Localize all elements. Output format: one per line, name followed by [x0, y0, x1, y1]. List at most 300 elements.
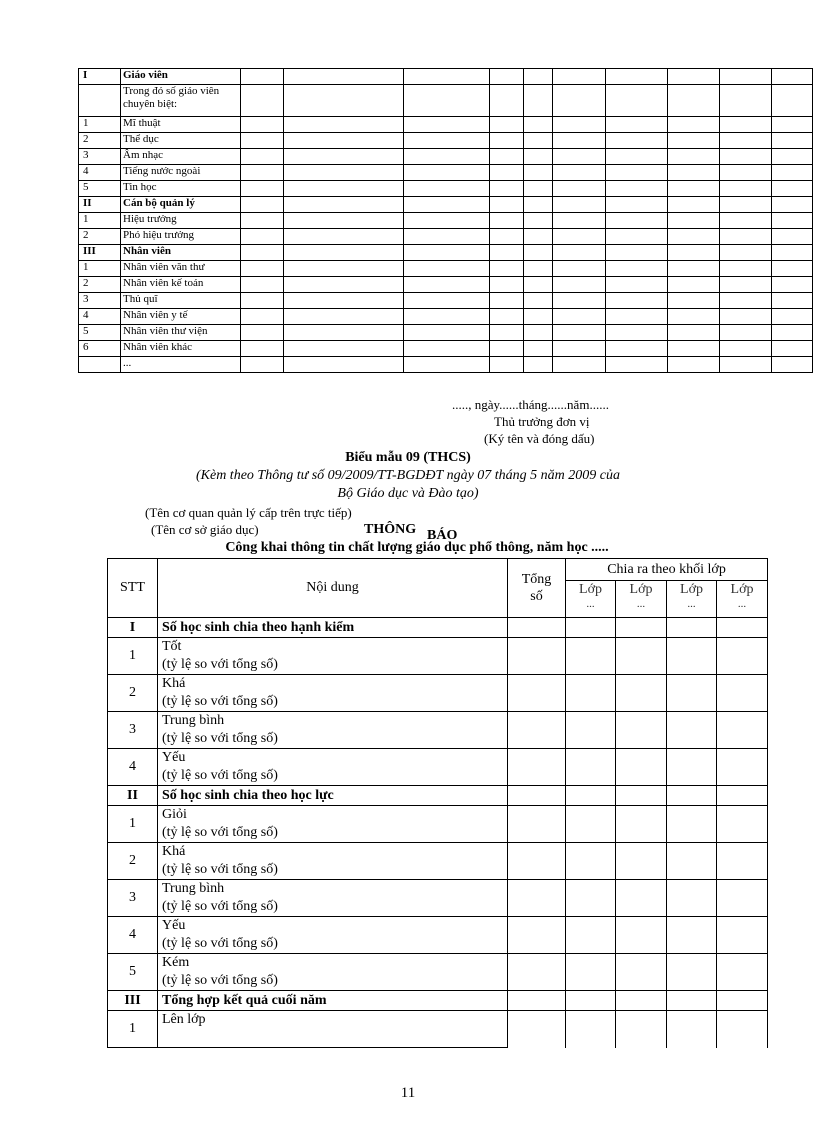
- staff-cell: [720, 341, 772, 357]
- value-cell: [717, 843, 768, 880]
- staff-cell: [524, 133, 553, 149]
- staff-cell: [404, 357, 490, 373]
- staff-row-label: Nhân viên: [121, 245, 241, 261]
- staff-cell: [668, 293, 720, 309]
- item-label-cell: [158, 843, 508, 880]
- item-label-cell: [158, 806, 508, 843]
- staff-cell: [490, 133, 524, 149]
- staff-row: [79, 165, 813, 181]
- value-cell: [667, 1011, 717, 1048]
- page-number: 11: [400, 1085, 416, 1101]
- staff-cell: [404, 293, 490, 309]
- staff-cell: [553, 197, 606, 213]
- staff-cell: [284, 165, 404, 181]
- staff-row: [79, 357, 813, 373]
- staff-cell: [284, 341, 404, 357]
- value-cell: [616, 749, 667, 786]
- staff-row: [79, 309, 813, 325]
- item-ratio-note: (tỷ lệ so với tổng số): [162, 825, 278, 840]
- value-cell: [508, 991, 566, 1011]
- staff-cell: [772, 69, 813, 85]
- staff-cell: [720, 245, 772, 261]
- staff-cell: [720, 213, 772, 229]
- staff-row-number: 2: [79, 229, 121, 245]
- staff-cell: [553, 149, 606, 165]
- staff-cell: [720, 357, 772, 373]
- item-label: Tốt: [162, 639, 182, 654]
- value-cell: [667, 843, 717, 880]
- notice-word-2: BÁO: [427, 528, 458, 543]
- item-label: Lên lớp: [162, 1012, 206, 1027]
- staff-cell: [241, 261, 284, 277]
- staff-cell: [772, 277, 813, 293]
- staff-cell: [668, 277, 720, 293]
- staff-cell: [606, 309, 668, 325]
- staff-row-label: Tiếng nước ngoài: [121, 165, 241, 181]
- staff-cell: [404, 85, 490, 117]
- staff-cell: [490, 213, 524, 229]
- staff-cell: [284, 133, 404, 149]
- item-label: Giỏi: [162, 807, 187, 822]
- header-total-line1: Tổng: [521, 572, 552, 587]
- staff-cell: [524, 357, 553, 373]
- staff-row-label: Hiệu trưởng: [121, 213, 241, 229]
- section-title: Số học sinh chia theo hạnh kiểm: [158, 618, 508, 638]
- staff-cell: [720, 165, 772, 181]
- parent-agency-label: (Tên cơ quan quản lý cấp trên trực tiếp): [145, 505, 352, 520]
- value-cell: [667, 638, 717, 675]
- staff-cell: [404, 213, 490, 229]
- staff-cell: [772, 133, 813, 149]
- staff-cell: [524, 69, 553, 85]
- item-ratio-note: (tỷ lệ so với tổng số): [162, 731, 278, 746]
- staff-row-number: 4: [79, 309, 121, 325]
- staff-cell: [490, 341, 524, 357]
- staff-cell: [241, 341, 284, 357]
- staff-row-number: [79, 357, 121, 373]
- staff-row-label: Nhân viên thư viện: [121, 325, 241, 341]
- item-number: 1: [108, 1011, 158, 1048]
- staff-cell: [241, 181, 284, 197]
- staff-cell: [524, 229, 553, 245]
- value-cell: [717, 806, 768, 843]
- section-row: [108, 786, 768, 806]
- staff-cell: [606, 133, 668, 149]
- staff-cell: [606, 229, 668, 245]
- form-subtitle-line1: (Kèm theo Thông tư số 09/2009/TT-BGDĐT ngày 07 tháng 5 năm 2009 của: [195, 468, 620, 483]
- staff-cell: [524, 245, 553, 261]
- staff-cell: [606, 69, 668, 85]
- item-label: Khá: [162, 676, 186, 691]
- item-row: [108, 712, 768, 749]
- value-cell: [717, 712, 768, 749]
- staff-cell: [284, 149, 404, 165]
- staff-cell: [668, 309, 720, 325]
- staff-row-label: ...: [121, 357, 241, 373]
- staff-cell: [241, 325, 284, 341]
- staff-cell: [668, 85, 720, 117]
- form-title: Biểu mẫu 09 (THCS): [345, 450, 471, 465]
- section-number: I: [108, 618, 158, 638]
- item-row: [108, 880, 768, 917]
- item-label-cell: [158, 917, 508, 954]
- staff-cell: [241, 277, 284, 293]
- staff-cell: [284, 69, 404, 85]
- staff-row: [79, 133, 813, 149]
- staff-cell: [524, 149, 553, 165]
- staff-cell: [524, 309, 553, 325]
- staff-cell: [241, 117, 284, 133]
- staff-row: [79, 277, 813, 293]
- staff-cell: [772, 117, 813, 133]
- value-cell: [616, 675, 667, 712]
- staff-cell: [241, 309, 284, 325]
- staff-cell: [241, 245, 284, 261]
- staff-cell: [241, 165, 284, 181]
- staff-cell: [404, 149, 490, 165]
- staff-row-number: 6: [79, 341, 121, 357]
- item-number: 1: [108, 638, 158, 675]
- staff-cell: [720, 181, 772, 197]
- item-label: Kém: [162, 955, 190, 970]
- staff-row-label: Nhân viên khác: [121, 341, 241, 357]
- item-row: [108, 1011, 768, 1048]
- staff-cell: [284, 277, 404, 293]
- staff-row: [79, 341, 813, 357]
- staff-row: [79, 149, 813, 165]
- staff-row: [79, 293, 813, 309]
- section-number: II: [108, 786, 158, 806]
- staff-cell: [720, 85, 772, 117]
- staff-cell: [490, 181, 524, 197]
- item-row: [108, 954, 768, 991]
- value-cell: [616, 786, 667, 806]
- header-total-line2: số: [530, 589, 543, 604]
- item-ratio-note: (tỷ lệ so với tổng số): [162, 973, 278, 988]
- staff-row-label: Thủ quĩ: [121, 293, 241, 309]
- item-ratio-note: (tỷ lệ so với tổng số): [162, 862, 278, 877]
- staff-row-label: Tin học: [121, 181, 241, 197]
- staff-cell: [668, 341, 720, 357]
- staff-row-label: Trong đó số giáo viên chuyên biệt:: [121, 85, 241, 117]
- value-cell: [667, 712, 717, 749]
- item-number: 5: [108, 954, 158, 991]
- staff-cell: [772, 325, 813, 341]
- value-cell: [717, 991, 768, 1011]
- staff-cell: [606, 117, 668, 133]
- staff-cell: [404, 261, 490, 277]
- staff-cell: [284, 325, 404, 341]
- staff-row-label: Nhân viên kế toán: [121, 277, 241, 293]
- staff-cell: [241, 357, 284, 373]
- header-grade: Lớp ...: [717, 581, 768, 618]
- staff-cell: [490, 325, 524, 341]
- staff-row-number: [79, 85, 121, 117]
- staff-cell: [404, 69, 490, 85]
- staff-cell: [606, 293, 668, 309]
- staff-row-number: I: [79, 69, 121, 85]
- value-cell: [667, 954, 717, 991]
- staff-cell: [241, 133, 284, 149]
- staff-cell: [241, 229, 284, 245]
- staff-row-number: 3: [79, 149, 121, 165]
- staff-cell: [490, 85, 524, 117]
- value-cell: [717, 618, 768, 638]
- item-label: Yếu: [162, 750, 186, 765]
- signature-date-line: ....., ngày......tháng......năm......: [452, 397, 609, 412]
- staff-cell: [553, 85, 606, 117]
- value-cell: [566, 749, 616, 786]
- item-row: [108, 917, 768, 954]
- staff-cell: [553, 229, 606, 245]
- staff-cell: [606, 165, 668, 181]
- staff-cell: [720, 309, 772, 325]
- staff-cell: [284, 309, 404, 325]
- value-cell: [717, 675, 768, 712]
- staff-cell: [241, 85, 284, 117]
- value-cell: [717, 880, 768, 917]
- value-cell: [667, 786, 717, 806]
- header-grade: Lớp ...: [616, 581, 667, 618]
- item-label: Trung bình: [162, 713, 225, 728]
- staff-cell: [720, 277, 772, 293]
- report-heading: Công khai thông tin chất lượng giáo dục phổ thông, năm học .....: [225, 540, 609, 555]
- item-ratio-note: (tỷ lệ so với tổng số): [162, 657, 278, 672]
- item-number: 4: [108, 917, 158, 954]
- staff-row-number: 1: [79, 117, 121, 133]
- staff-cell: [720, 229, 772, 245]
- value-cell: [616, 638, 667, 675]
- value-cell: [717, 1011, 768, 1048]
- staff-cell: [720, 149, 772, 165]
- staff-cell: [668, 165, 720, 181]
- staff-cell: [490, 245, 524, 261]
- value-cell: [616, 991, 667, 1011]
- staff-row-number: 1: [79, 261, 121, 277]
- staff-cell: [524, 261, 553, 277]
- staff-cell: [553, 309, 606, 325]
- value-cell: [566, 1011, 616, 1048]
- value-cell: [566, 843, 616, 880]
- staff-row-number: 4: [79, 165, 121, 181]
- staff-cell: [606, 341, 668, 357]
- value-cell: [717, 749, 768, 786]
- header-breakdown: Chia ra theo khối lớp: [566, 559, 768, 581]
- staff-cell: [720, 325, 772, 341]
- header-content: Nội dung: [158, 559, 508, 618]
- staff-cell: [284, 181, 404, 197]
- value-cell: [508, 712, 566, 749]
- staff-cell: [524, 181, 553, 197]
- staff-cell: [668, 133, 720, 149]
- staff-cell: [404, 117, 490, 133]
- staff-cell: [772, 245, 813, 261]
- staff-cell: [284, 85, 404, 117]
- staff-row: [79, 117, 813, 133]
- staff-cell: [490, 261, 524, 277]
- staff-cell: [553, 69, 606, 85]
- staff-cell: [772, 85, 813, 117]
- staff-cell: [553, 341, 606, 357]
- staff-cell: [668, 229, 720, 245]
- staff-cell: [553, 181, 606, 197]
- staff-cell: [284, 261, 404, 277]
- staff-cell: [668, 117, 720, 133]
- value-cell: [508, 954, 566, 991]
- value-cell: [566, 638, 616, 675]
- staff-row-number: 3: [79, 293, 121, 309]
- staff-cell: [772, 181, 813, 197]
- staff-cell: [524, 293, 553, 309]
- staff-cell: [241, 293, 284, 309]
- form-subtitle-line2: Bộ Giáo dục và Đào tạo): [337, 486, 479, 501]
- value-cell: [566, 991, 616, 1011]
- staff-row-label: Phó hiệu trưởng: [121, 229, 241, 245]
- staff-cell: [404, 309, 490, 325]
- item-row: [108, 843, 768, 880]
- staff-row: [79, 213, 813, 229]
- staff-row-label: Âm nhạc: [121, 149, 241, 165]
- staff-cell: [668, 197, 720, 213]
- staff-cell: [524, 85, 553, 117]
- value-cell: [616, 712, 667, 749]
- staff-cell: [720, 197, 772, 213]
- staff-cell: [524, 117, 553, 133]
- staff-cell: [490, 309, 524, 325]
- item-number: 2: [108, 843, 158, 880]
- section-row: [108, 618, 768, 638]
- staff-cell: [284, 245, 404, 261]
- signature-note: (Ký tên và đóng dấu): [484, 431, 595, 446]
- item-label-cell: [158, 638, 508, 675]
- staff-row: [79, 325, 813, 341]
- item-ratio-note: (tỷ lệ so với tổng số): [162, 899, 278, 914]
- staff-cell: [772, 229, 813, 245]
- value-cell: [616, 917, 667, 954]
- staff-cell: [404, 197, 490, 213]
- staff-row: [79, 245, 813, 261]
- staff-cell: [720, 133, 772, 149]
- item-ratio-note: (tỷ lệ so với tổng số): [162, 694, 278, 709]
- item-label-cell: [158, 1011, 508, 1048]
- staff-cell: [772, 149, 813, 165]
- staff-cell: [490, 117, 524, 133]
- value-cell: [667, 806, 717, 843]
- value-cell: [566, 917, 616, 954]
- staff-cell: [606, 213, 668, 229]
- header-total: [508, 559, 566, 618]
- staff-cell: [553, 117, 606, 133]
- staff-cell: [284, 229, 404, 245]
- staff-cell: [606, 261, 668, 277]
- staff-row-number: 2: [79, 133, 121, 149]
- staff-cell: [553, 133, 606, 149]
- section-title: Số học sinh chia theo học lực: [158, 786, 508, 806]
- value-cell: [566, 786, 616, 806]
- staff-cell: [668, 69, 720, 85]
- staff-row: [79, 261, 813, 277]
- item-label-cell: [158, 880, 508, 917]
- value-cell: [508, 618, 566, 638]
- staff-cell: [606, 149, 668, 165]
- section-number: III: [108, 991, 158, 1011]
- value-cell: [508, 843, 566, 880]
- staff-cell: [606, 325, 668, 341]
- item-label-cell: [158, 954, 508, 991]
- staff-cell: [606, 277, 668, 293]
- staff-cell: [524, 213, 553, 229]
- item-row: [108, 638, 768, 675]
- value-cell: [566, 618, 616, 638]
- staff-cell: [404, 181, 490, 197]
- section-title: Tổng hợp kết quả cuối năm: [158, 991, 508, 1011]
- header-stt: STT: [108, 559, 158, 618]
- staff-cell: [720, 261, 772, 277]
- staff-cell: [668, 325, 720, 341]
- staff-cell: [490, 229, 524, 245]
- staff-row: [79, 69, 813, 85]
- staff-cell: [284, 117, 404, 133]
- staff-row-number: 1: [79, 213, 121, 229]
- staff-cell: [284, 293, 404, 309]
- item-number: 4: [108, 749, 158, 786]
- value-cell: [508, 675, 566, 712]
- staff-cell: [668, 181, 720, 197]
- school-name-label: (Tên cơ sở giáo dục): [151, 522, 259, 537]
- item-label: Trung bình: [162, 881, 225, 896]
- staff-cell: [490, 165, 524, 181]
- staff-cell: [241, 149, 284, 165]
- staff-cell: [772, 197, 813, 213]
- staff-cell: [553, 357, 606, 373]
- item-label-cell: [158, 749, 508, 786]
- staff-cell: [553, 261, 606, 277]
- value-cell: [717, 786, 768, 806]
- value-cell: [566, 880, 616, 917]
- staff-row-label: Nhân viên y tế: [121, 309, 241, 325]
- value-cell: [508, 806, 566, 843]
- staff-table: [78, 68, 813, 373]
- staff-cell: [524, 197, 553, 213]
- staff-cell: [524, 341, 553, 357]
- item-row: [108, 806, 768, 843]
- staff-row: [79, 229, 813, 245]
- staff-cell: [490, 197, 524, 213]
- staff-cell: [606, 197, 668, 213]
- header-grade: Lớp ...: [667, 581, 717, 618]
- staff-cell: [606, 357, 668, 373]
- staff-cell: [284, 213, 404, 229]
- item-number: 2: [108, 675, 158, 712]
- staff-cell: [284, 197, 404, 213]
- staff-row-label: Giáo viên: [121, 69, 241, 85]
- value-cell: [508, 1011, 566, 1048]
- value-cell: [717, 917, 768, 954]
- staff-cell: [772, 309, 813, 325]
- staff-cell: [404, 229, 490, 245]
- staff-cell: [404, 133, 490, 149]
- value-cell: [616, 806, 667, 843]
- staff-cell: [490, 293, 524, 309]
- item-number: 1: [108, 806, 158, 843]
- staff-row-label: Thể dục: [121, 133, 241, 149]
- value-cell: [616, 880, 667, 917]
- value-cell: [566, 954, 616, 991]
- staff-cell: [606, 85, 668, 117]
- header-grade: Lớp ...: [566, 581, 616, 618]
- staff-cell: [720, 293, 772, 309]
- item-label: Yếu: [162, 918, 186, 933]
